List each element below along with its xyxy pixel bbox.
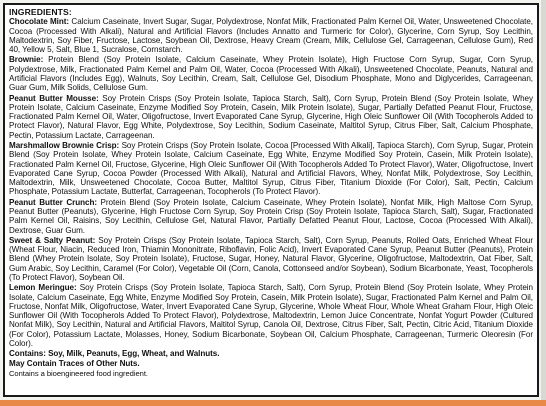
section-label: Marshmallow Brownie Crisp:	[9, 141, 120, 151]
section-text: Soy Protein Crisps (Soy Protein Isolate, Tapioca Starch, Salt), Corn Syrup, Protein Blend (Soy Protein Isolate, Whey Protein Isolate, Calcium Caseinate, Enzyme Modified Soy Protein, Casein, Milk Protein Isolate), Sugar, Partially Defatted Peanut Flour, Fructose, Fractionated Palm Kernel Oil, Water, Oligofructose, Invert Evaporated Cane Syrup, Glycerine, High Oleic Sunflower Oil (With Tocopherols Added to Protect Flavor), Natural Flavor, Egg White, Polydextrose, Soy Lecithin, Sodium Caseinate, Maltitol Syrup, Citrus Fiber, Salt, Calcium Phosphate, Pectin, Potassium Lactate, Carrageenan.	[9, 93, 534, 140]
section-text: Protein Blend (Soy Protein Isolate, Calcium Caseinate, Whey Protein Isolate), High Fructose Corn Syrup, Sugar, Corn Syrup, Polydextrose, Milk, Fractionated Palm Kernel and Palm Oil, Water, Cocoa (Processed With Alkali), Unsweetened Chocolate, Peanuts, Natural and Artificial Flavors (Includes Egg), Walnuts, Soy Lecithin, Cream, Salt, Cellulose Gel, Disodium Phosphate, Mono and Diglycerides, Carrageenan, Guar Gum, Milk Solids, Cellulose Gum.	[9, 55, 533, 93]
section-marshmallow-brownie-crisp	[9, 141, 533, 197]
section-text: Calcium Caseinate, Invert Sugar, Sugar, Polydextrose, Nonfat Milk, Fractionated Palm Kernel Oil, Water, Unsweetened Chocolate, Cocoa (Processed With Alkali), Natural and Artificial Flavors (Includes Annatto and Turmeric for Color), Glycerine, Corn Syrup, Soy Lecithin, Maltodextrin, Soy Fiber, Fructose, Lactose, Soybean Oil, Dextrose, Heavy Cream (Cream, Milk, Cellulose Gel, Carrageenan, Cellulose Gum), Red 40, Yellow 5, Salt, Blue 1, Sucralose, Cornstarch.	[9, 17, 533, 54]
package-color-strip	[0, 400, 546, 406]
section-label: Lemon Meringue:	[9, 283, 77, 293]
section-lemon-meringue	[9, 283, 533, 348]
ingredients-panel	[3, 3, 539, 397]
section-label: Sweet & Salty Peanut:	[9, 235, 96, 245]
allergen-contains: Contains: Soy, Milk, Peanuts, Egg, Wheat, and Walnuts.	[9, 349, 220, 359]
section-text: Protein Blend (Soy Protein Isolate, Calcium Caseinate, Whey Protein Isolate), Nonfat Milk, High Maltose Corn Syrup, Peanut Butter (Peanuts), Glycerine, High Fructose Corn Syrup, Soy Protein Crisp (Soy Protein Isolate, Tapioca Starch, Salt), Sugar, Fractionated Palm Kernel Oil, Raisins, Soy Lecithin, Cellulose Gel, Natural Flavor, Partially Defatted Peanut Flour, Lactose, Cocoa (Processed With Alkali), Dextrose, Guar Gum.	[9, 197, 533, 235]
ingredients-heading: INGREDIENTS:	[9, 7, 72, 17]
page-edge	[541, 0, 546, 406]
section-label: Chocolate Mint:	[9, 17, 70, 27]
bioengineered-notice: Contains a bioengineered food ingredient.	[9, 368, 148, 378]
section-peanut-butter-crunch	[9, 198, 533, 235]
section-sweet-salty-peanut	[9, 236, 533, 282]
section-chocolate-mint	[9, 17, 533, 54]
section-peanut-butter-mousse	[9, 94, 533, 140]
section-brownie	[9, 55, 533, 92]
allergen-may-contain: May Contain Traces of Other Nuts.	[9, 358, 140, 368]
section-text: Soy Protein Crisps (Soy Protein Isolate, Tapioca Starch, Salt), Corn Syrup, Peanuts, Rolled Oats, Enriched Wheat Flour (Wheat Flour, Niacin, Reduced Iron, Thiamin Mononitrate, Riboflavin, Folic Acid), Invert Evaporated Cane Syrup, Peanut Butter (Peanuts), Protein Blend (Whey Protein Isolate, Soy Protein Isolate), Fructose, Sugar, Honey, Natural Flavor, Glycerine, Oligofructose, Maltodextrin, Oat Fiber, Salt, Gum Arabic, Soy Lecithin, Caramel (For Color), Vegetable Oil (Corn, Canola, Cottonseed and/or Soybean), Sodium Bicarbonate, Yeast, Tocopherols (To Protect Flavor), Soybean Oil.	[9, 235, 533, 282]
section-label: Peanut Butter Mousse:	[9, 93, 99, 103]
section-label: Peanut Butter Crunch:	[9, 197, 97, 207]
section-label: Brownie:	[9, 55, 44, 65]
section-text: Soy Protein Crisps (Soy Protein Isolate, Tapioca Starch, Salt), Corn Syrup, Protein Blend (Soy Protein Isolate, Whey Protein Isolate, Calcium Caseinate, Egg White, Enzyme Modified Soy Protein, Casein, Milk Protein Isolate), Sugar, Fractionated Palm Kernel and Palm Oil, Fructose, Nonfat Milk, Oligofructose, Water, Invert Evaporated Cane Syrup, Glycerine, Whole Wheat Flour, Whole Wheat Graham Flour, High Oleic Sunflower Oil (With Tocopherols Added To Protect Flavor), Polydextrose, Maltodextrin, Lemon Juice Concentrate, Nonfat Yogurt Powder (Cultured Nonfat Milk), Soy Lecithin, Natural and Artificial Flavors, Maltitol Syrup, Canola Oil, Dextrose, Citrus Fiber, Salt, Pectin, Citric Acid, Titanium Dioxide (For Color), Potassium Lactate, Molasses, Honey, Sodium Bicarbonate, Soybean Oil, Calcium Phosphate, Carrageenan, Turmeric Oleoresin (For Color).	[9, 283, 533, 348]
section-text: Soy Protein Crisps (Soy Protein Isolate, Cocoa [Processed With Alkali], Tapioca Starch), Corn Syrup, Sugar, Protein Blend (Soy Protein Isolate, Whey Protein Isolate, Calcium Caseinate, Egg White, Enzyme Modified Soy Protein, Casein, Milk Protein Isolate), Fractionated Palm Kernel Oil, Fructose, Glycerine, High Oleic Sunflower Oil (With Tocopherols Added To Protect Flavor), Water, Oligofructose, Invert Evaporated Cane Syrup, Cocoa Powder (Processed With Alkali), Natural and Artificial Flavors, Whey, Nonfat Milk, Polydextrose, Soy Lecithin, Maltodextrin, Milk, Unsweetened Chocolate, Cocoa Butter, Maltitol Syrup, Citrus Fiber, Titanium Dioxide (For Color), Salt, Pectin, Calcium Phosphate, Potassium Lactate, Butterfat, Carrageenan, Tocopherols (To Protect Flavor).	[9, 141, 533, 197]
